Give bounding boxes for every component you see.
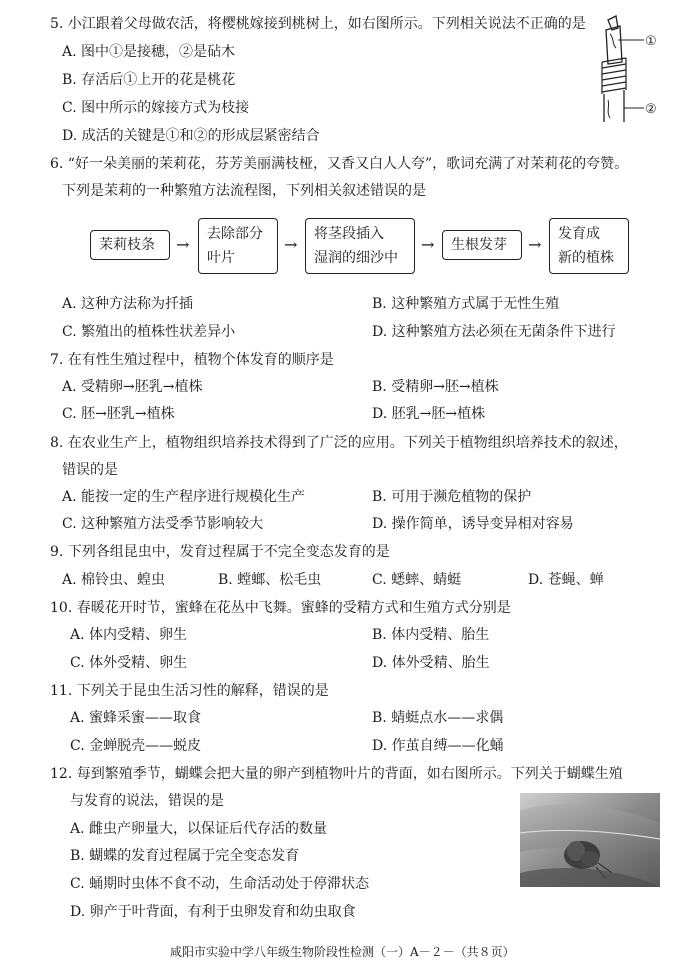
q6-option-d: D. 这种繁殖方法必须在无菌条件下进行 [372, 324, 616, 340]
flow-arrow-3: → [421, 235, 435, 254]
q7-option-a: A. 受精卵→胚乳→植株 [62, 379, 203, 395]
q5-option-b: B. 存活后①上开的花是桃花 [62, 72, 236, 88]
q8-option-d: D. 操作简单，诱导变异相对容易 [372, 516, 574, 532]
flow-step-5: 发育成 新的植株 [549, 218, 629, 274]
q8-stem-2: 错误的是 [62, 462, 118, 478]
q9-option-c: C. 蟋蟀、蜻蜓 [372, 572, 462, 588]
q12-stem: 12. 每到繁殖季节，蝴蝶会把大量的卵产到植物叶片的背面，如右图所示。下列关于蝴蝶生殖 [50, 766, 623, 782]
figure-label-1: ① [645, 34, 657, 49]
q8-option-a: A. 能按一定的生产程序进行规模化生产 [62, 489, 306, 505]
flow-step-4: 生根发芽 [442, 230, 522, 260]
flow-arrow-2: → [284, 235, 298, 254]
flow-arrow-4: → [528, 235, 542, 254]
q11-stem: 11. 下列关于昆虫生活习性的解释，错误的是 [50, 683, 329, 699]
grafting-figure [592, 14, 662, 126]
q9-option-d: D. 苍蝇、蝉 [528, 572, 604, 588]
q6-stem-2: 下列是茉莉的一种繁殖方法流程图，下列相关叙述错误的是 [62, 183, 426, 199]
flow-step-3: 将茎段插入 湿润的细沙中 [305, 218, 415, 274]
q6-option-c: C. 繁殖出的植株性状差异小 [62, 324, 236, 340]
q5-option-c: C. 图中所示的嫁接方式为枝接 [62, 100, 250, 116]
q12-option-d: D. 卵产于叶背面，有利于虫卵发育和幼虫取食 [70, 904, 356, 920]
q8-option-b: B. 可用于濒危植物的保护 [372, 489, 532, 505]
q9-stem: 9. 下列各组昆虫中，发育过程属于不完全变态发育的是 [50, 544, 390, 560]
q12-option-b: B. 蝴蝶的发育过程属于完全变态发育 [70, 848, 300, 864]
q12-stem-2: 与发育的说法，错误的是 [70, 793, 224, 809]
q5-stem: 5. 小江跟着父母做农活，将樱桃嫁接到桃树上，如右图所示。下列相关说法不正确的是 [50, 16, 586, 32]
q10-stem: 10. 春暖花开时节，蜜蜂在花丛中飞舞。蜜蜂的受精方式和生殖方式分别是 [50, 600, 511, 616]
q10-option-a: A. 体内受精、卵生 [70, 627, 188, 643]
q6-option-b: B. 这种繁殖方式属于无性生殖 [372, 296, 560, 312]
butterfly-photo [520, 793, 660, 887]
q11-option-a: A. 蜜蜂采蜜——取食 [70, 710, 202, 726]
q6-stem: 6. “好一朵美丽的茉莉花，芬芳美丽满枝桠，又香又白人人夸”，歌词充满了对茉莉花的夸赞。 [50, 156, 629, 172]
q7-stem: 7. 在有性生殖过程中，植物个体发育的顺序是 [50, 352, 334, 368]
flow-arrow-1: → [176, 235, 190, 254]
q5-option-a: A. 图中①是接穗，②是砧木 [62, 44, 236, 60]
q11-option-d: D. 作茧自缚——化蛹 [372, 738, 504, 754]
q12-option-c: C. 蛹期时虫体不食不动，生命活动处于停滞状态 [70, 876, 370, 892]
q9-option-a: A. 棉铃虫、蝗虫 [62, 572, 166, 588]
q10-option-d: D. 体外受精、胎生 [372, 655, 490, 671]
q11-option-b: B. 蜻蜓点水——求偶 [372, 710, 504, 726]
page-footer: 咸阳市实验中学八年级生物阶段性检测（一）A－２－（共８页） [170, 945, 515, 959]
q7-option-c: C. 胚→胚乳→植株 [62, 406, 175, 422]
q11-option-c: C. 金蝉脱壳——蜕皮 [70, 738, 202, 754]
q6-option-a: A. 这种方法称为扦插 [62, 296, 194, 312]
q7-option-d: D. 胚乳→胚→植株 [372, 406, 486, 422]
q8-option-c: C. 这种繁殖方法受季节影响较大 [62, 516, 264, 532]
q9-option-b: B. 螳螂、松毛虫 [218, 572, 322, 588]
figure-label-2: ② [645, 102, 657, 117]
flow-step-1: 茉莉枝条 [90, 230, 170, 260]
q12-option-a: A. 雌虫产卵量大，以保证后代存活的数量 [70, 821, 328, 837]
q8-stem: 8. 在农业生产上，植物组织培养技术得到了广泛的应用。下列关于植物组织培养技术的叙述， [50, 435, 628, 451]
q10-option-c: C. 体外受精、卵生 [70, 655, 188, 671]
flow-step-2: 去除部分 叶片 [198, 218, 278, 274]
q10-option-b: B. 体内受精、胎生 [372, 627, 490, 643]
q5-option-d: D. 成活的关键是①和②的形成层紧密结合 [62, 128, 320, 144]
q7-option-b: B. 受精卵→胚→植株 [372, 379, 499, 395]
